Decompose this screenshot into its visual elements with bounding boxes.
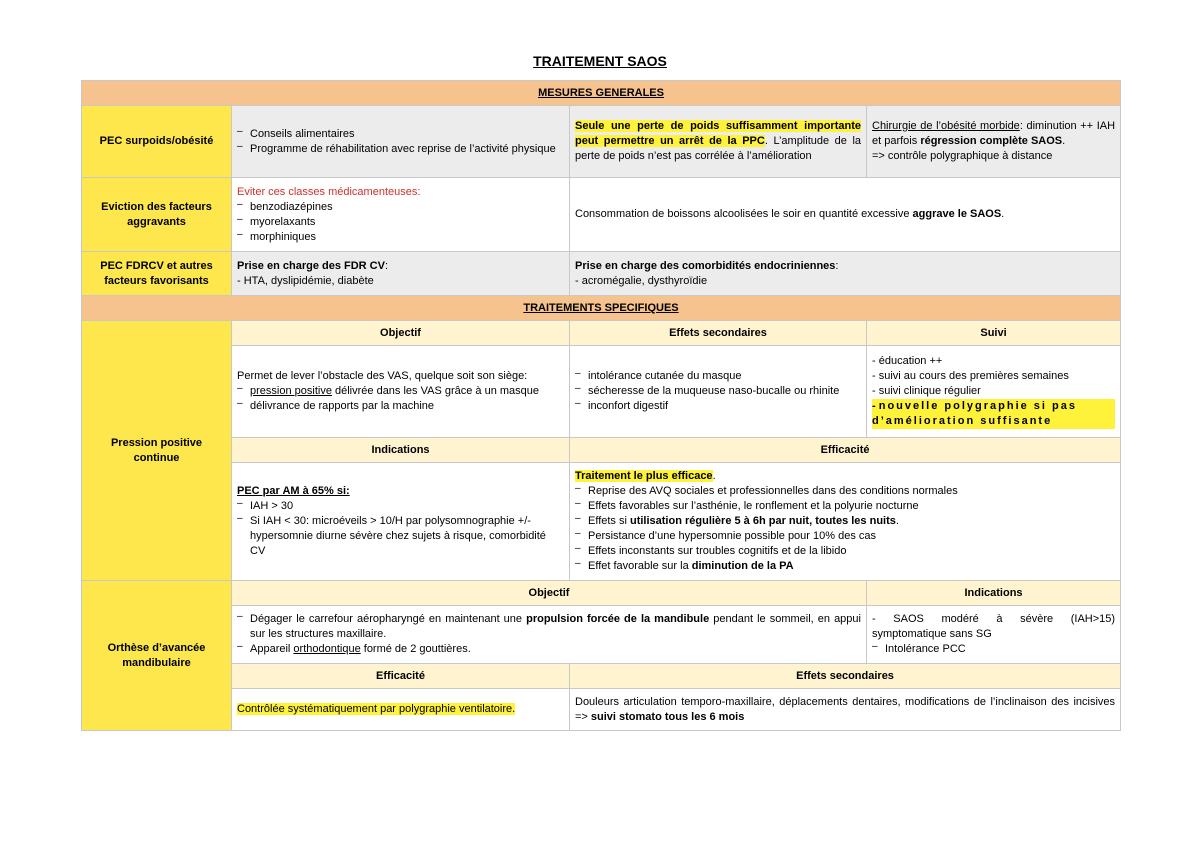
list-item: – Dégager le carrefour aéropharyngé en maintenant une propulsion forcée de la mandibule pendant le sommeil, en appui sur les structures maxillaire. bbox=[237, 612, 861, 642]
section-header-row bbox=[82, 296, 1121, 321]
weight-loss-highlight: Seule une perte de poids suffisamment importante peut permettre un arrêt de la PPC bbox=[575, 120, 861, 147]
list-item: – Effet favorable sur la diminution de la PA bbox=[575, 559, 1115, 574]
fdrcv-endocrine: Prise en charge des comorbidités endocriniennes: - acromégalie, dysthyroïdie bbox=[570, 252, 1121, 296]
treatment-table bbox=[81, 80, 1121, 731]
list-item: – Appareil orthodontique formé de 2 gouttières. bbox=[237, 642, 861, 657]
list-item: – Effets inconstants sur troubles cognitifs et de la libido bbox=[575, 544, 1115, 559]
pec-surpoids-measures bbox=[232, 106, 570, 178]
list-item: – benzodiazépines bbox=[237, 200, 564, 215]
page-title: TRAITEMENT SAOS bbox=[533, 53, 667, 69]
list-item: – inconfort digestif bbox=[575, 399, 861, 414]
ppc-content-row-2 bbox=[82, 463, 1121, 581]
orthese-objectif bbox=[232, 606, 867, 664]
orthese-header-row-2 bbox=[82, 664, 1121, 689]
row-label-fdrcv: PEC FDRCV et autres facteurs favorisants bbox=[82, 252, 232, 296]
eviction-drugs bbox=[232, 178, 570, 252]
orthese-efficacite: Contrôlée systématiquement par polygraphie ventilatoire. bbox=[232, 689, 570, 731]
orthese-objectif-header: Objectif bbox=[232, 581, 867, 606]
section-traitements-specifiques: TRAITEMENTS SPECIFIQUES bbox=[82, 296, 1121, 321]
section-mesures-generales: MESURES GENERALES bbox=[82, 81, 1121, 106]
list-item: – Intolérance PCC bbox=[872, 642, 1115, 657]
row-label-orthese: Orthèse d’avancée mandibulaire bbox=[82, 581, 232, 731]
row-fdrcv bbox=[82, 252, 1121, 296]
pec-surpoids-weight-loss: Seule une perte de poids suffisamment importante peut permettre un arrêt de la PPC. L’amplitude de la perte de poids n’est pas corrélée à l’amélioration bbox=[570, 106, 867, 178]
row-label-eviction: Eviction des facteurs aggravants bbox=[82, 178, 232, 252]
orthese-indications: - SAOS modéré à sévère (IAH>15) symptomatique sans SG – Intolérance PCC bbox=[867, 606, 1121, 664]
ppc-objectif: Permet de lever l’obstacle des VAS, quelque soit son siège: – pression positive délivrée dans les VAS grâce à un masque – délivrance de rapports par la machine bbox=[232, 346, 570, 438]
orthese-effets: Douleurs articulation temporo-maxillaire, déplacements dentaires, modifications de l’inclinaison des incisives => suivi stomato tous les 6 mois bbox=[570, 689, 1121, 731]
list-item: – Programme de réhabilitation avec reprise de l’activité physique bbox=[237, 142, 564, 157]
pec-surpoids-surgery: Chirurgie de l’obésité morbide: diminution ++ IAH et parfois régression complète SAOS. => contrôle polygraphique à distance bbox=[867, 106, 1121, 178]
ppc-effets bbox=[570, 346, 867, 438]
list-item: – sécheresse de la muqueuse naso-bucalle ou rhinite bbox=[575, 384, 861, 399]
ppc-indications: PEC par AM à 65% si: – IAH > 30 – Si IAH < 30: microéveils > 10/H par polysomnographie +/- hypersomnie diurne sévère chez sujets à risque, comorbidité CV bbox=[232, 463, 570, 581]
list-item: – Effets si utilisation régulière 5 à 6h par nuit, toutes les nuits. bbox=[575, 514, 1115, 529]
orthese-effets-header: Effets secondaires bbox=[570, 664, 1121, 689]
ppc-content-row bbox=[82, 346, 1121, 438]
section-header-row bbox=[82, 81, 1121, 106]
fdrcv-cv: Prise en charge des FDR CV: - HTA, dyslipidémie, diabète bbox=[232, 252, 570, 296]
list-item: – Effets favorables sur l’asthénie, le ronflement et la polyurie nocturne bbox=[575, 499, 1115, 514]
suivi-highlight: - nouvelle polygraphie si pas d’amélioration suffisante bbox=[872, 399, 1115, 429]
row-label-pec-surpoids: PEC surpoids/obésité bbox=[82, 106, 232, 178]
ppc-suivi: - éducation ++ - suivi au cours des premières semaines - suivi clinique régulier - nouvelle polygraphie si pas d’amélioration suffisante bbox=[867, 346, 1121, 438]
row-label-ppc: Pression positive continue bbox=[82, 321, 232, 581]
orthese-indications-header: Indications bbox=[867, 581, 1121, 606]
orthese-efficacite-header: Efficacité bbox=[232, 664, 570, 689]
list-item: – Si IAH < 30: microéveils > 10/H par polysomnographie +/- hypersomnie diurne sévère chez sujets à risque, comorbidité CV bbox=[237, 514, 564, 559]
ppc-effets-header: Effets secondaires bbox=[570, 321, 867, 346]
ppc-efficacite-header: Efficacité bbox=[570, 438, 1121, 463]
list-item: – intolérance cutanée du masque bbox=[575, 369, 861, 384]
list-item: – IAH > 30 bbox=[237, 499, 564, 514]
eviction-warning: Eviter ces classes médicamenteuses: bbox=[237, 185, 421, 198]
ppc-header-row bbox=[82, 321, 1121, 346]
row-pec-surpoids bbox=[82, 106, 1121, 178]
list-item: – Persistance d’une hypersomnie possible pour 10% des cas bbox=[575, 529, 1115, 544]
ppc-indications-header: Indications bbox=[232, 438, 570, 463]
weight-loss-note: L’amplitude de la perte de poids n’est pas corrélée à l’amélioration bbox=[575, 135, 862, 162]
ppc-objectif-header: Objectif bbox=[232, 321, 570, 346]
orthese-content-row-2 bbox=[82, 689, 1121, 731]
list-item: – pression positive délivrée dans les VAS grâce à un masque bbox=[237, 384, 564, 399]
list-item: – Conseils alimentaires bbox=[237, 127, 564, 142]
ppc-header-row-2 bbox=[82, 438, 1121, 463]
list-item: – morphiniques bbox=[237, 230, 564, 245]
ppc-efficacite: Traitement le plus efficace. – Reprise des AVQ sociales et professionnelles dans des conditions normales – Effets favorables sur l’asthénie, le ronflement et la polyurie nocturne – Effets si utilisation régulière 5 à 6h par nuit, toutes les nuits. – Persistance d’une hypersomnie possible pour 10% des cas – Effets inconstants sur troubles cognitifs et de la libido – Effet favorable sur la diminution de la PA bbox=[570, 463, 1121, 581]
ppc-suivi-header: Suivi bbox=[867, 321, 1121, 346]
orthese-content-row bbox=[82, 606, 1121, 664]
orthese-header-row bbox=[82, 581, 1121, 606]
list-item: – Reprise des AVQ sociales et professionnelles dans des conditions normales bbox=[575, 484, 1115, 499]
list-item: – délivrance de rapports par la machine bbox=[237, 399, 564, 414]
eviction-alcohol: Consommation de boissons alcoolisées le soir en quantité excessive aggrave le SAOS. bbox=[570, 178, 1121, 252]
row-eviction bbox=[82, 178, 1121, 252]
list-item: – myorelaxants bbox=[237, 215, 564, 230]
